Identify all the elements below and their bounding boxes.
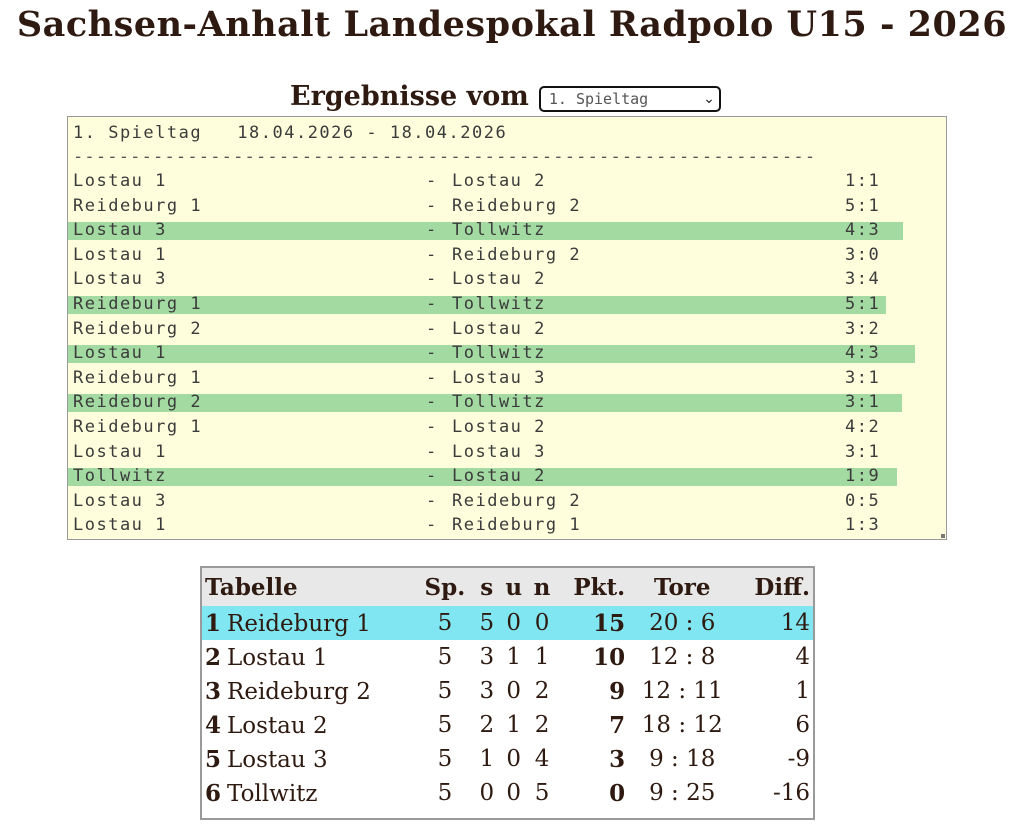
match-score: 1:1 [845, 171, 881, 191]
goals: 18 : 12 [641, 712, 723, 738]
match-home-team: Reideburg 1 [73, 417, 203, 437]
match-away-team: Tollwitz [452, 294, 546, 314]
team-cell [202, 776, 416, 810]
points: 9 [609, 677, 626, 705]
results-selector-bar [290, 78, 721, 114]
match-away-team: Tollwitz [452, 220, 546, 241]
results-header: 1. Spieltag 18.04.2026 - 18.04.2026 [73, 123, 508, 143]
standings-header-row [202, 568, 813, 606]
matchday-select[interactable] [539, 86, 721, 112]
match-row [68, 342, 928, 366]
team-cell [202, 708, 416, 742]
match-score: 3:4 [845, 269, 881, 290]
match-home-team: Lostau 1 [73, 441, 167, 462]
match-row [68, 391, 928, 415]
goal-difference: 6 [795, 712, 810, 738]
points: 7 [609, 711, 626, 739]
match-dash: - [426, 417, 438, 437]
match-home-team: Lostau 1 [73, 343, 167, 364]
match-dash: - [426, 318, 438, 339]
wins: 0 [479, 780, 495, 806]
match-row [68, 293, 928, 317]
match-dash: - [426, 171, 438, 191]
match-home-team: Lostau 3 [73, 220, 167, 241]
losses: 1 [534, 644, 550, 670]
draws: 0 [506, 780, 522, 806]
page-title: Sachsen-Anhalt Landespokal Radpolo U15 - 2026 [16, 4, 1008, 45]
games-played: 5 [437, 780, 453, 806]
team-name: Tollwitz [227, 780, 318, 807]
header-diff: Diff. [736, 568, 813, 606]
match-home-team: Lostau 1 [73, 171, 167, 191]
draws: 0 [500, 606, 528, 640]
goals: 20 : 6 [628, 606, 736, 640]
losses: 2 [534, 712, 550, 738]
match-dash: - [426, 515, 438, 536]
header-s: s [474, 568, 500, 606]
match-score: 3:1 [845, 441, 881, 462]
match-away-team: Lostau 2 [452, 171, 546, 191]
goal-difference: 1 [795, 678, 810, 704]
goal-difference: 14 [736, 606, 813, 640]
match-row [68, 441, 928, 465]
match-away-team: Reideburg 2 [452, 195, 582, 216]
team-name: Lostau 2 [227, 712, 328, 739]
team-name: Reideburg 2 [227, 678, 371, 705]
results-textarea[interactable] [67, 116, 947, 540]
match-score: 3:1 [845, 392, 881, 413]
match-row [68, 490, 928, 514]
match-away-team: Lostau 2 [452, 269, 546, 290]
draws: 0 [506, 678, 522, 704]
match-away-team: Tollwitz [452, 343, 546, 364]
match-dash: - [426, 367, 438, 388]
standings-row [202, 708, 813, 742]
goal-difference: -9 [787, 746, 810, 772]
header-tore: Tore [628, 568, 736, 606]
games-played: 5 [416, 606, 474, 640]
team-cell [202, 742, 416, 776]
draws: 1 [506, 712, 522, 738]
match-score: 3:2 [845, 318, 881, 339]
draws: 1 [506, 644, 522, 670]
wins: 1 [479, 746, 495, 772]
match-away-team: Reideburg 2 [452, 490, 582, 511]
team-name: Lostau 1 [227, 644, 328, 671]
team-rank: 3 [205, 677, 222, 705]
match-dash: - [426, 220, 438, 241]
header-n: n [528, 568, 556, 606]
points: 10 [593, 643, 626, 671]
match-away-team: Reideburg 2 [452, 244, 582, 265]
match-score: 3:1 [845, 367, 881, 388]
goals: 9 : 25 [649, 780, 716, 806]
points: 15 [556, 606, 628, 640]
standings-row [202, 742, 813, 776]
match-home-team: Lostau 3 [73, 490, 167, 511]
match-row [68, 465, 928, 489]
match-row [68, 367, 928, 391]
team-cell [202, 640, 416, 674]
team-rank: 5 [205, 745, 222, 773]
games-played: 5 [437, 644, 453, 670]
losses: 4 [534, 746, 550, 772]
match-home-team: Reideburg 1 [73, 195, 203, 216]
losses: 0 [528, 606, 556, 640]
standings-body [202, 606, 813, 810]
match-dash: - [426, 294, 438, 314]
match-row [68, 268, 928, 292]
match-row [68, 318, 928, 342]
match-home-team: Reideburg 1 [73, 294, 203, 314]
results-separator: ----------------------------------------------------------------- [73, 147, 817, 167]
standings-row [202, 640, 813, 674]
match-home-team: Reideburg 2 [73, 392, 203, 413]
team-rank: 2 [205, 643, 222, 671]
header-pkt: Pkt. [556, 568, 628, 606]
chevron-down-icon: ⌄ [703, 91, 715, 107]
match-row [68, 195, 928, 219]
match-dash: - [426, 392, 438, 413]
team-rank: 1 [205, 609, 222, 637]
match-score: 1:3 [845, 515, 881, 536]
match-home-team: Lostau 3 [73, 269, 167, 290]
draws: 0 [506, 746, 522, 772]
resize-grip-icon[interactable] [941, 534, 945, 538]
matchday-select-value: 1. Spieltag [548, 90, 649, 108]
match-score: 1:9 [845, 466, 881, 487]
wins: 3 [479, 678, 495, 704]
team-cell [202, 606, 416, 640]
match-away-team: Lostau 2 [452, 417, 546, 437]
match-away-team: Lostau 2 [452, 318, 546, 339]
games-played: 5 [437, 712, 453, 738]
match-home-team: Tollwitz [73, 466, 167, 487]
team-rank: 6 [205, 779, 222, 807]
team-name: Reideburg 1 [227, 610, 371, 637]
team-cell [202, 674, 416, 708]
wins: 3 [479, 644, 495, 670]
match-dash: - [426, 441, 438, 462]
losses: 2 [534, 678, 550, 704]
match-away-team: Reideburg 1 [452, 515, 582, 536]
losses: 5 [534, 780, 550, 806]
standings-table [200, 566, 815, 820]
match-score: 5:1 [845, 195, 881, 216]
results-label: Ergebnisse vom [290, 80, 529, 112]
team-rank: 4 [205, 711, 222, 739]
points: 3 [609, 745, 626, 773]
match-away-team: Lostau 2 [452, 466, 546, 487]
match-away-team: Lostau 3 [452, 441, 546, 462]
header-sp: Sp. [416, 568, 474, 606]
match-dash: - [426, 343, 438, 364]
match-row [68, 170, 928, 194]
header-u: u [500, 568, 528, 606]
points: 0 [609, 779, 626, 807]
goal-difference: 4 [795, 644, 810, 670]
goals: 12 : 8 [649, 644, 716, 670]
wins: 5 [474, 606, 500, 640]
match-row [68, 416, 928, 440]
goal-difference: -16 [772, 780, 810, 806]
match-dash: - [426, 466, 438, 487]
match-score: 4:3 [845, 343, 881, 364]
goals: 12 : 11 [641, 678, 723, 704]
match-home-team: Reideburg 1 [73, 367, 203, 388]
standings-row [202, 776, 813, 810]
standings-row [202, 674, 813, 708]
match-home-team: Reideburg 2 [73, 318, 203, 339]
header-tabelle: Tabelle [202, 568, 416, 606]
games-played: 5 [437, 746, 453, 772]
match-row [68, 219, 928, 243]
match-row [68, 244, 928, 268]
match-dash: - [426, 195, 438, 216]
match-row [68, 514, 928, 538]
match-score: 4:2 [845, 417, 881, 437]
match-home-team: Lostau 1 [73, 244, 167, 265]
standings-row [202, 606, 813, 640]
match-score: 3:0 [845, 244, 881, 265]
match-dash: - [426, 244, 438, 265]
team-name: Lostau 3 [227, 746, 328, 773]
match-score: 0:5 [845, 490, 881, 511]
wins: 2 [479, 712, 495, 738]
match-score: 4:3 [845, 220, 881, 241]
goals: 9 : 18 [649, 746, 716, 772]
match-dash: - [426, 490, 438, 511]
match-away-team: Lostau 3 [452, 367, 546, 388]
match-score: 5:1 [845, 294, 881, 314]
match-dash: - [426, 269, 438, 290]
match-away-team: Tollwitz [452, 392, 546, 413]
games-played: 5 [437, 678, 453, 704]
match-home-team: Lostau 1 [73, 515, 167, 536]
